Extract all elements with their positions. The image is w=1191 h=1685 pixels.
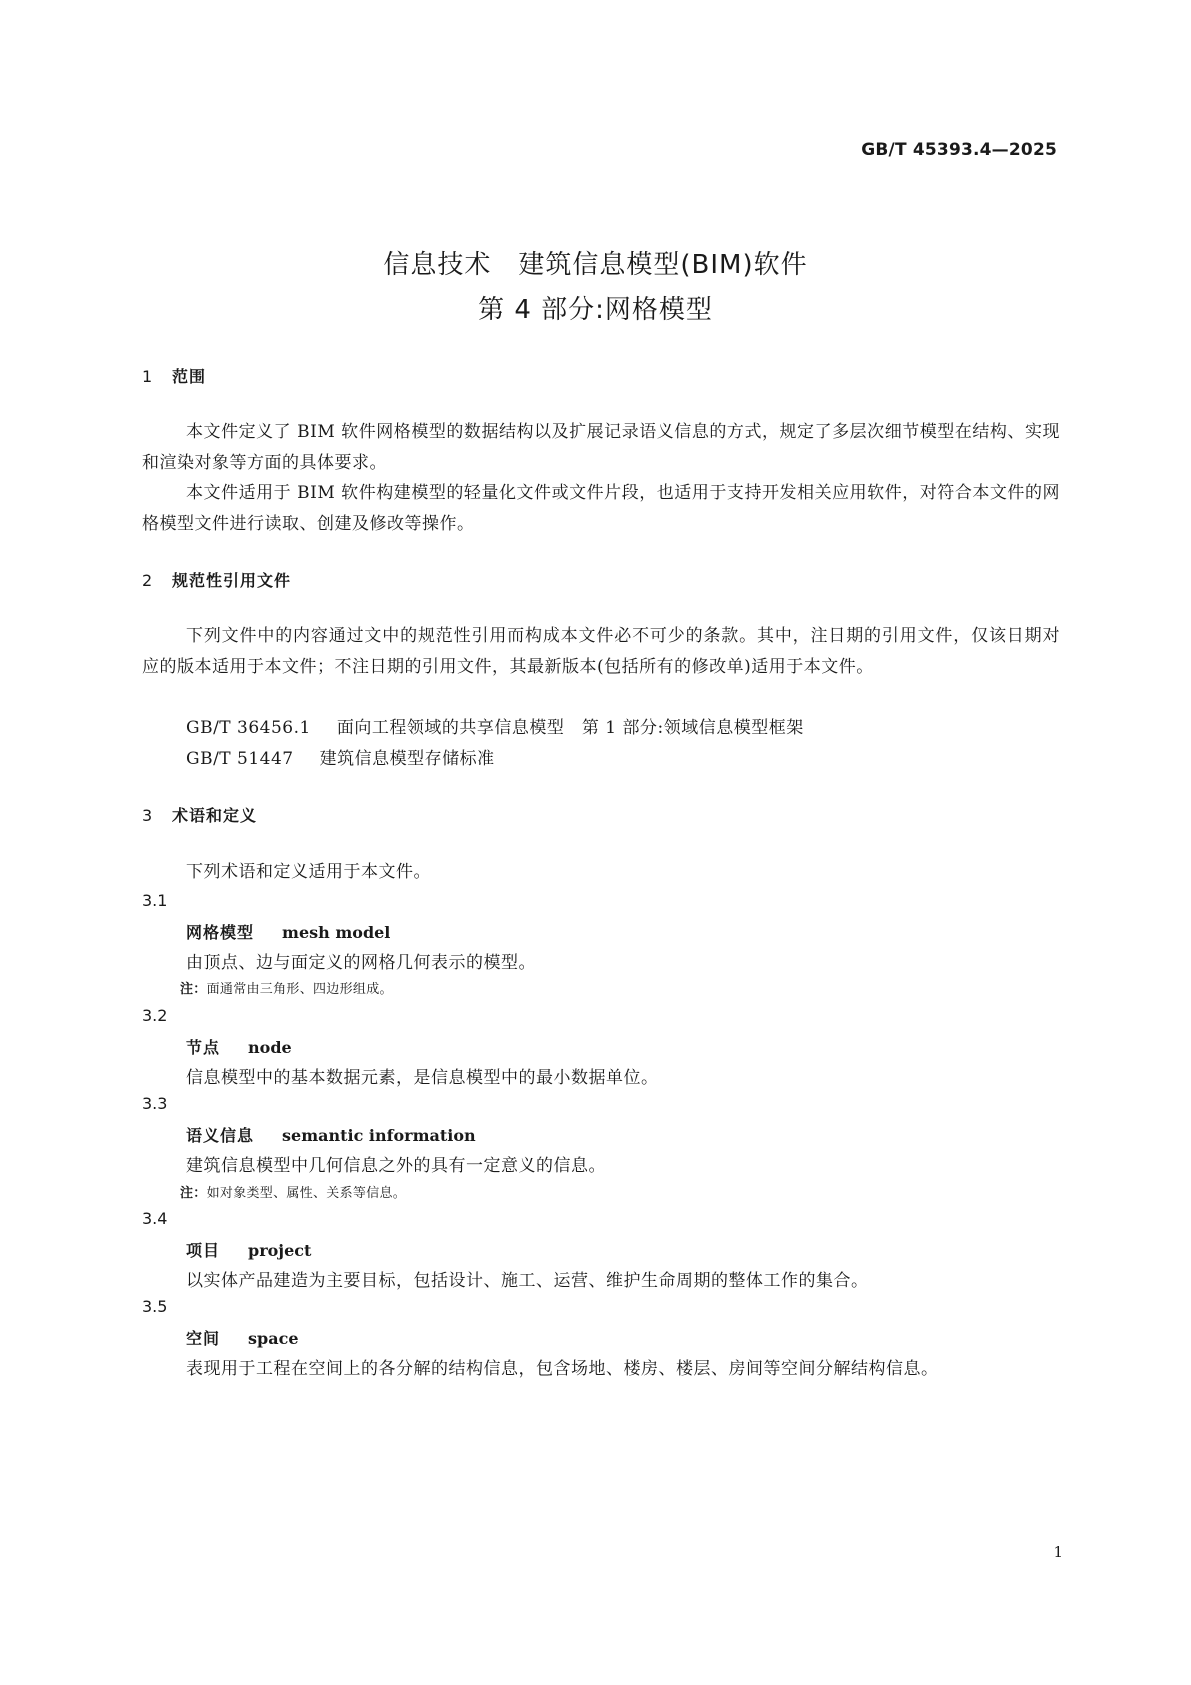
term-en: space — [248, 1329, 299, 1348]
reference-code: GB/T 36456.1 — [186, 718, 311, 738]
term-note — [180, 978, 393, 997]
scope-paragraph-1: 本文件定义了 BIM 软件网格模型的数据结构以及扩展记录语义信息的方式，规定了多层次细节模型在结构、实现和渲染对象等方面的具体要求。 — [142, 422, 1060, 473]
section-number: 3 — [142, 806, 154, 825]
standard-number: GB/T 45393.4—2025 — [861, 140, 1057, 160]
reference-code: GB/T 51447 — [186, 749, 294, 769]
term-zh: 语义信息 — [186, 1126, 255, 1145]
section-number: 1 — [142, 367, 154, 386]
document-title-line-1: 信息技术 建筑信息模型(BIM)软件 — [383, 250, 808, 280]
term-zh: 空间 — [186, 1329, 221, 1348]
term-clause-number: 3.5 — [142, 1297, 168, 1316]
document-title-line-2: 第 4 部分:网格模型 — [478, 295, 713, 325]
reference-title: 面向工程领域的共享信息模型 第 1 部分:领域信息模型框架 — [336, 718, 804, 738]
term-en: project — [248, 1241, 312, 1260]
term-clause-number: 3.3 — [142, 1094, 168, 1113]
term-zh: 节点 — [186, 1038, 221, 1057]
term-en: semantic information — [282, 1126, 476, 1145]
term-definition: 信息模型中的基本数据元素，是信息模型中的最小数据单位。 — [186, 1068, 659, 1088]
section-heading-scope — [142, 364, 206, 387]
section-title: 范围 — [172, 367, 207, 386]
term-definition: 由顶点、边与面定义的网格几何表示的模型。 — [186, 953, 536, 973]
section-heading-normative-references — [142, 568, 291, 591]
term-definition: 表现用于工程在空间上的各分解的结构信息，包含场地、楼房、楼层、房间等空间分解结构信息。 — [186, 1359, 939, 1379]
term-heading — [186, 1035, 292, 1058]
term-definition: 以实体产品建造为主要目标，包括设计、施工、运营、维护生命周期的整体工作的集合。 — [186, 1271, 869, 1291]
reference-item — [186, 713, 804, 738]
term-heading — [186, 920, 390, 943]
term-heading — [186, 1326, 299, 1349]
term-definition: 建筑信息模型中几何信息之外的具有一定意义的信息。 — [186, 1156, 606, 1176]
term-en: node — [248, 1038, 292, 1057]
note-text: 面通常由三角形、四边形组成。 — [206, 982, 393, 997]
term-clause-number: 3.1 — [142, 891, 168, 910]
section-title: 术语和定义 — [172, 806, 258, 825]
reference-title: 建筑信息模型存储标准 — [319, 749, 495, 769]
section-number: 2 — [142, 571, 154, 590]
term-zh: 网格模型 — [186, 923, 255, 942]
references-paragraph: 下列文件中的内容通过文中的规范性引用而构成本文件必不可少的条款。其中，注日期的引用文件，仅该日期对应的版本适用于本文件；不注日期的引用文件，其最新版本(包括所有的修改单)适用于本文件。 — [142, 626, 1060, 677]
term-clause-number: 3.4 — [142, 1209, 168, 1228]
term-zh: 项目 — [186, 1241, 221, 1260]
scope-paragraph-2: 本文件适用于 BIM 软件构建模型的轻量化文件或文件片段，也适用于支持开发相关应用软件，对符合本文件的网格模型文件进行读取、创建及修改等操作。 — [142, 483, 1060, 534]
page-number: 1 — [1053, 1543, 1063, 1561]
term-note — [180, 1182, 406, 1201]
term-heading — [186, 1238, 311, 1261]
section-title: 规范性引用文件 — [172, 571, 292, 590]
reference-item — [186, 744, 495, 769]
note-label: 注： — [180, 982, 207, 997]
term-clause-number: 3.2 — [142, 1006, 168, 1025]
term-heading — [186, 1123, 476, 1146]
term-en: mesh model — [282, 923, 391, 942]
note-label: 注： — [180, 1186, 207, 1201]
terms-intro: 下列术语和定义适用于本文件。 — [186, 862, 431, 882]
note-text: 如对象类型、属性、关系等信息。 — [206, 1186, 407, 1201]
section-heading-terms — [142, 803, 257, 826]
